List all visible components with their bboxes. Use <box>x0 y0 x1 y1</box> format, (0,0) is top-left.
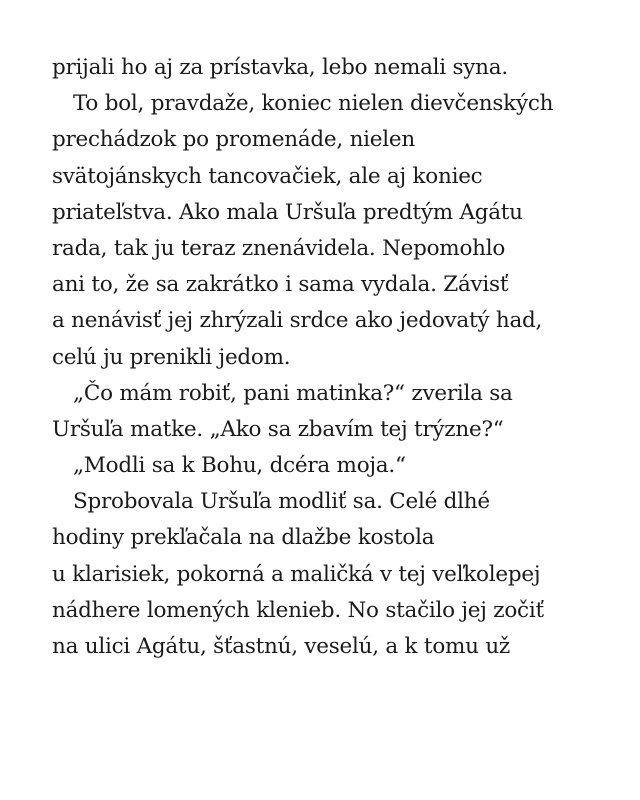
text-line-7: ani to, že sa zakrátko i sama vydala. Závisť <box>52 272 509 298</box>
text-line-9: celú ju prenikli jedom. <box>52 344 291 370</box>
text-line-13: Sprobovala Uršuľa modliť sa. Celé dlhé <box>73 489 490 515</box>
text-line-16: nádhere lomených klenieb. No stačilo jej zočiť <box>52 597 544 623</box>
text-line-15: u klarisiek, pokorná a maličká v tej veľkolepej <box>52 561 541 587</box>
text-line-1: prijali ho aj za prístavka, lebo nemali syna. <box>52 55 508 80</box>
text-line-14: hodiny prekľačala na dlažbe kostola <box>52 525 435 551</box>
text-line-17: na ulici Agátu, šťastnú, veselú, a k tomu už <box>52 634 511 659</box>
body-text <box>52 50 612 665</box>
text-line-11: Uršuľa matke. „Ako sa zbavím tej trýzne?“ <box>52 416 504 442</box>
text-line-2: To bol, pravdaže, koniec nielen dievčenských <box>73 91 554 117</box>
text-line-8: a nenávisť jej zhrýzali srdce ako jedovatý had, <box>52 308 543 334</box>
text-line-3: prechádzok po promenáde, nielen <box>52 127 415 153</box>
text-line-4: svätojánskych tancovačiek, ale aj koniec <box>52 163 483 189</box>
text-line-6: rada, tak ju teraz znenávidela. Nepomohlo <box>52 235 506 261</box>
text-line-5: priateľstva. Ako mala Uršuľa predtým Agátu <box>52 199 523 225</box>
text-line-12: „Modli sa k Bohu, dcéra moja.“ <box>73 453 406 479</box>
text-line-10: „Čo mám robiť, pani matinka?“ zverila sa <box>73 380 513 406</box>
